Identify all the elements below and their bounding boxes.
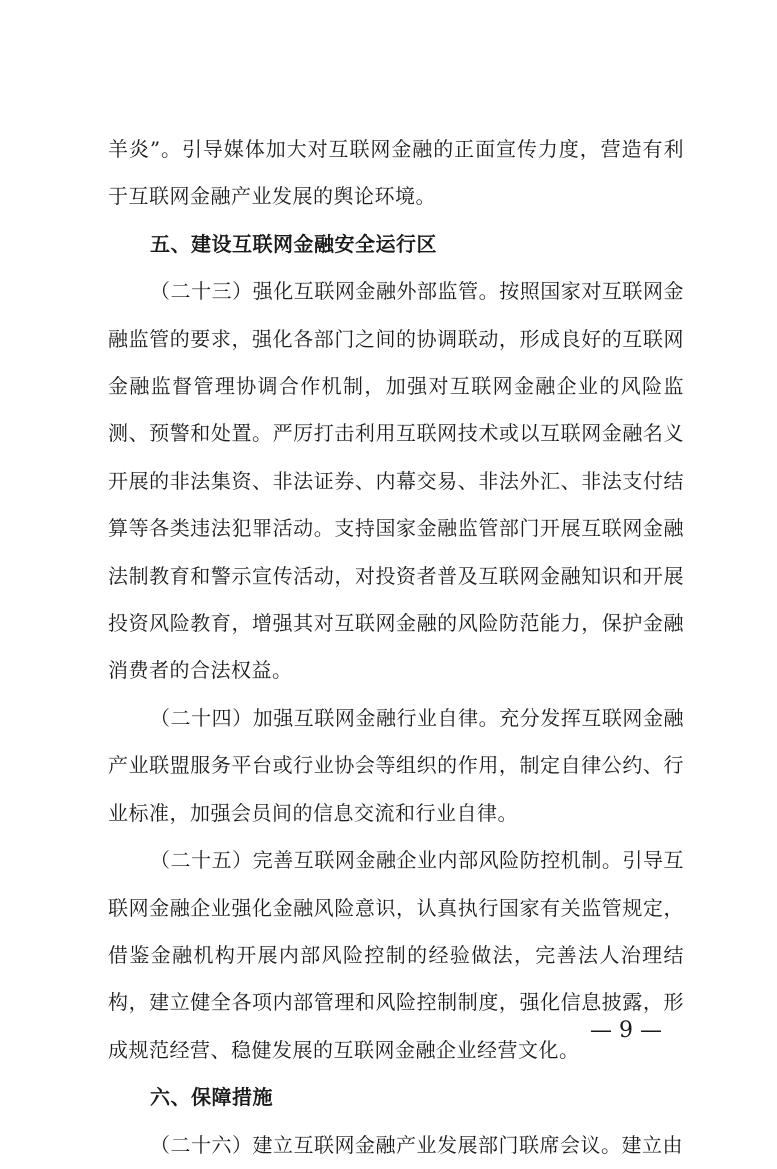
paragraph-26: （二十六）建立互联网金融产业发展部门联席会议。建立由 [150, 1132, 683, 1157]
paragraph-continued: 羊炎”。引导媒体加大对互联网金融的正面宣传力度，营造有利于互联网金融产业发展的舆论环境。 [108, 137, 684, 209]
section-heading-6: 六、保障措施 [150, 1085, 273, 1110]
section-heading-5: 五、建设互联网金融安全运行区 [150, 231, 437, 256]
paragraph-24: （二十四）加强互联网金融行业自律。充分发挥互联网金融产业联盟服务平台或行业协会等组织的作用，制定自律公约、行业标准，加强会员间的信息交流和行业自律。 [108, 705, 684, 825]
document-body [108, 126, 684, 1169]
page-number: — 9 — [590, 1018, 662, 1043]
paragraph-25: （二十五）完善互联网金融企业内部风险防控机制。引导互联网金融企业强化金融风险意识，认真执行国家有关监管规定，借鉴金融机构开展内部风险控制的经验做法，完善法人治理结构，建立健全各项内部管理和风险控制制度，强化信息披露，形成规范经营、稳健发展的互联网金融企业经营文化。 [108, 848, 684, 1062]
paragraph-23: （二十三）强化互联网金融外部监管。按照国家对互联网金融监管的要求，强化各部门之间的协调联动，形成良好的互联网金融监督管理协调合作机制，加强对互联网金融企业的风险监测、预警和处置。严厉打击利用互联网技术或以互联网金融名义开展的非法集资、非法证券、内幕交易、非法外汇、非法支付结算等各类违法犯罪活动。支持国家金融监管部门开展互联网金融法制教育和警示宣传活动，对投资者普及互联网金融知识和开展投资风险教育，增强其对互联网金融的风险防范能力，保护金融消费者的合法权益。 [108, 279, 684, 683]
